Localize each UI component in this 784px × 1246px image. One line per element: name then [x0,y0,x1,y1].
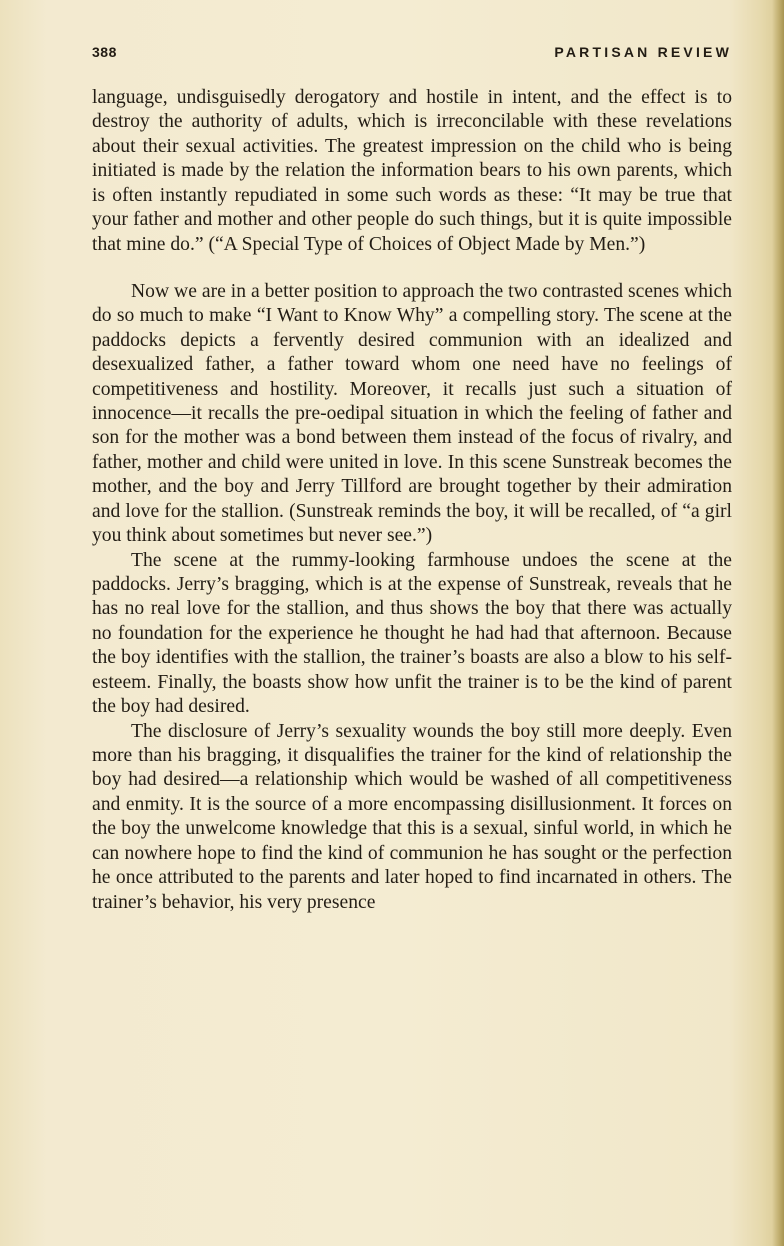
paragraph-4: The disclosure of Jerry’s sexuality wounds the boy still more deeply. Even more than his bragging, it disqualifies the trainer for the kind of relationship the boy had desired—a relationship which would be washed of all competitiveness and enmity. It is the source of a more encompassing disillusionment. It forces on the boy the unwelcome knowledge that this is a sexual, sinful world, in which he can nowhere hope to find the kind of communion he has sought or the perfection he once attributed to the parents and later hoped to find incarnated in others. The trainer’s behavior, his very presence [92,720,732,913]
page-edge-shadow [772,0,784,1246]
running-head: PARTISAN REVIEW [554,44,732,60]
page-header [92,44,732,66]
page-number: 388 [92,44,117,60]
body-text [92,86,732,915]
paragraph-2: Now we are in a better position to approach the two contrasted scenes which do so much to make “I Want to Know Why” a compelling story. The scene at the paddocks depicts a fervently desired communion with an idealized and desexualized father, a father toward whom one need have no feelings of competitiveness and hostility. Moreover, it recalls just such a situation of innocence—it recalls the pre-oedipal situation in which the feeling of father and son for the mother was a bond between them instead of the focus of rivalry, and father, mother and child were united in love. In this scene Sunstreak becomes the mother, and the boy and Jerry Tillford are brought together by their admiration and love for the stallion. (Sunstreak reminds the boy, it will be recalled, of “a girl you think about sometimes but never see.”) [92,280,732,547]
paragraph-3: The scene at the rummy-looking farmhouse undoes the scene at the paddocks. Jerry’s bragging, which is at the expense of Sunstreak, reveals that he has no real love for the stallion, and thus shows the boy that there was actually no foundation for the experience he thought he had had that afternoon. Because the boy identifies with the stallion, the trainer’s boasts are also a blow to his self-esteem. Finally, the boasts show how unfit the trainer is to be the kind of parent the boy had desired. [92,549,732,718]
paragraph-1: language, undisguisedly derogatory and hostile in intent, and the effect is to destroy the authority of adults, which is irreconcilable with these revelations about their sexual activities. The greatest impression on the child who is being initiated is made by the relation the information bears to his own parents, which is often instantly repudiated in some such words as these: “It may be true that your father and mother and other people do such things, but it is quite impossible that mine do.” (“A Special Type of Choices of Object Made by Men.”) [92,87,732,255]
